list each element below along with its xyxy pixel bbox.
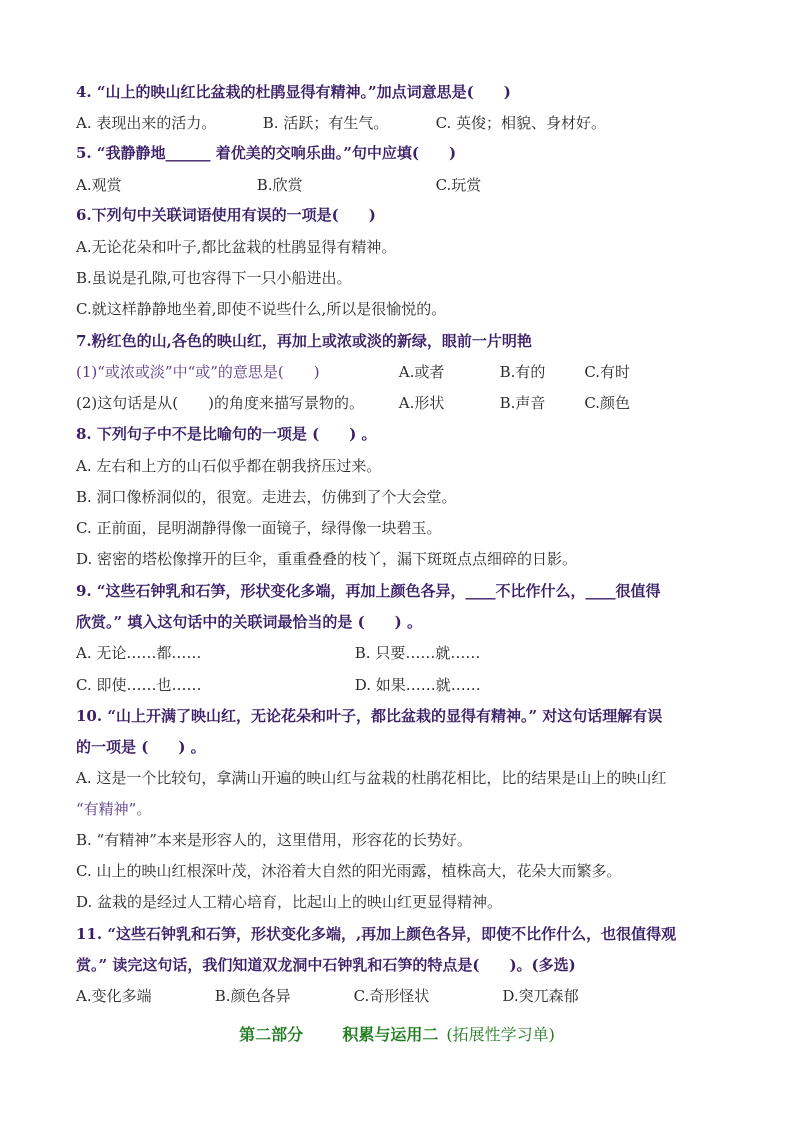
q8-option-c: C. 正前面，昆明湖静得像一面镜子，绿得像一块碧玉。	[76, 519, 442, 537]
q10-option-a-line-1: A. 这是一个比较句，拿满山开遍的映山红与盆栽的杜鹃花相比，比的结果是山上的映山红	[76, 769, 667, 787]
question-9-line-2: 欣赏。” 填入这句话中的关联词最恰当的是 ( ) 。	[76, 613, 422, 631]
q4-option-b: B. 活跃；有生气。	[262, 114, 389, 132]
q6-option-c: C.就这样静静地坐着,即使不说些什么,所以是很愉悦的。	[76, 300, 447, 318]
q9-options-row-1	[76, 642, 736, 664]
section-title: 积累与运用二	[342, 1025, 439, 1044]
q11-option-a: A.变化多端	[76, 987, 152, 1005]
q7-part-1-option-b: B.有的	[499, 363, 546, 381]
q9-option-b: B. 只要……就……	[354, 644, 481, 662]
question-5-options	[76, 174, 736, 196]
q7-part-2-option-c: C.颜色	[584, 394, 631, 412]
q9-options-row-2	[76, 674, 736, 696]
q11-option-b: B.颜色各异	[214, 987, 291, 1005]
q10-option-b: B. “有精神”本来是形容人的，这里借用，形容花的长势好。	[76, 831, 472, 849]
question-9-line-1: 9. “这些石钟乳和石笋，形状变化多端，再加上颜色各异，____不比作什么，____很值得	[76, 582, 661, 600]
question-11-line-2: 赏。” 读完这句话，我们知道双龙洞中石钟乳和石笋的特点是( )。(多选)	[76, 956, 576, 974]
question-8: 8. 下列句子中不是比喻句的一项是 ( ) 。	[76, 425, 377, 443]
q11-options	[76, 985, 736, 1007]
q4-option-a: A. 表现出来的活力。	[76, 114, 217, 132]
q5-option-b: B.欣赏	[256, 176, 303, 194]
q6-option-a: A.无论花朵和叶子,都比盆栽的杜鹃显得有精神。	[76, 238, 397, 256]
q11-option-c: C.奇形怪状	[353, 987, 430, 1005]
question-10-line-1: 10. “山上开满了映山红，无论花朵和叶子，都比盆栽的显得有精神。” 对这句话理解有误	[76, 707, 663, 725]
q4-option-c: C. 英俊；相貌、身材好。	[435, 114, 607, 132]
section-heading	[0, 1022, 794, 1045]
q7-part-1-option-c: C.有时	[584, 363, 631, 381]
q7-part-2-option-a: A.形状	[398, 394, 445, 412]
q7-part-2-option-b: B.声音	[499, 394, 546, 412]
q5-option-a: A.观赏	[76, 176, 122, 194]
q8-option-b: B. 洞口像桥洞似的，很宽。走进去，仿佛到了个大会堂。	[76, 488, 457, 506]
question-7: 7.粉红色的山,各色的映山红，再加上或浓或淡的新绿，眼前一片明艳	[76, 332, 532, 350]
question-10-line-2: 的一项是 ( ) 。	[76, 738, 206, 756]
q9-option-c: C. 即使……也……	[76, 676, 202, 694]
q9-option-d: D. 如果……就……	[354, 676, 481, 694]
question-4: 4. “山上的映山红比盆栽的杜鹃显得有精神。”加点词意思是( )	[76, 83, 511, 101]
q8-option-d: D. 密密的塔松像撑开的巨伞，重重叠叠的枝丫，漏下斑斑点点细碎的日影。	[76, 550, 578, 568]
section-subtitle: (拓展性学习单)	[446, 1025, 555, 1044]
q8-option-a: A. 左右和上方的山石似乎都在朝我挤压过来。	[76, 457, 382, 475]
q5-option-c: C.玩赏	[435, 176, 482, 194]
q7-part-1-stem: (1)“或浓或淡”中“或”的意思是( )	[76, 363, 320, 381]
q10-option-a-line-2: “有精神”。	[76, 800, 152, 818]
q11-option-d: D.突兀森郁	[502, 987, 579, 1005]
q9-option-a: A. 无论……都……	[76, 644, 202, 662]
section-part-label: 第二部分	[239, 1025, 304, 1044]
q10-option-c: C. 山上的映山红根深叶茂，沐浴着大自然的阳光雨露，植株高大，花朵大而繁多。	[76, 862, 622, 880]
q7-part-1	[76, 361, 736, 383]
question-11-line-1: 11. “这些石钟乳和石笋，形状变化多端，,再加上颜色各异，即使不比作什么，也很值得观	[76, 925, 677, 943]
question-4-options	[76, 112, 736, 134]
q7-part-2	[76, 392, 736, 414]
q7-part-2-stem: (2)这句话是从( )的角度来描写景物的。	[76, 394, 364, 412]
q6-option-b: B.虽说是孔隙,可也容得下一只小船进出。	[76, 269, 352, 287]
question-5: 5. “我静静地______ 着优美的交响乐曲。”句中应填( )	[76, 144, 457, 162]
q10-option-d: D. 盆栽的是经过人工精心培育，比起山上的映山红更显得精神。	[76, 893, 503, 911]
question-6: 6.下列句中关联词语使用有误的一项是( )	[76, 206, 376, 224]
q7-part-1-option-a: A.或者	[398, 363, 445, 381]
